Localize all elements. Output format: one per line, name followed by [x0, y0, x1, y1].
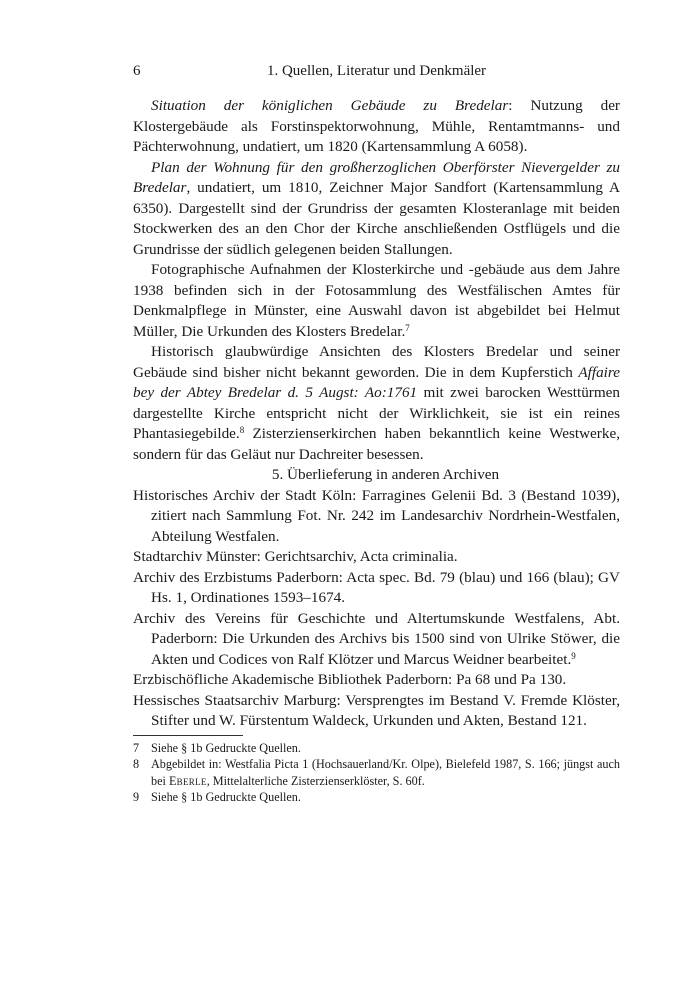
main-text — [133, 96, 620, 806]
page-number: 6 — [133, 63, 141, 79]
footnote-text-part: , Mittelalterliche Zisterzienserklöster, S. 60f. — [206, 773, 425, 788]
paragraph-text: mit zwei barocken Westtürmen dargestellte Kirche entspricht nicht der Wirklichkeit, sie ist ein reines Phantasiegebilde. — [133, 384, 620, 442]
footnote-text-part: Abgebildet in: Westfalia Picta 1 (Hochsauerland/Kr. Olpe), Bielefeld 1987, S. 166; jüngst auch bei — [151, 757, 620, 788]
archive-entry — [133, 609, 620, 671]
archive-entry: Archiv des Erzbistums Paderborn: Acta spec. Bd. 79 (blau) und 166 (blau); GV Hs. 1, Ordinationes 1593–1674. — [133, 568, 620, 606]
footnote-number: 7 — [133, 740, 140, 755]
map-title: Plan der Wohnung für den großherzoglichen Oberförster Nievergelder zu Bredelar — [133, 158, 620, 196]
paragraph-text: Historisch glaubwürdige Ansichten des Klosters Bredelar und seiner Gebäude sind bisher nicht bekannt geworden. Die in dem Kupferstich — [133, 343, 620, 381]
archive-entry: Stadtarchiv Münster: Gerichtsarchiv, Acta criminalia. — [133, 548, 458, 565]
footnote-text — [151, 756, 620, 789]
footnote-number: 9 — [133, 790, 140, 804]
map-title: Situation der königlichen Gebäude zu Bredelar — [151, 97, 509, 114]
footnote-ref[interactable]: 8 — [239, 425, 245, 435]
footnote-number: 8 — [133, 757, 140, 771]
footnote-divider — [133, 735, 243, 736]
footnote — [133, 756, 620, 789]
archive-entry: Hessisches Staatsarchiv Marburg: Versprengtes im Bestand V. Fremde Klöster, Stifter und W. Fürstentum Waldeck, Urkunden und Akten, Bestand 121. — [133, 691, 620, 729]
footnote — [133, 789, 620, 806]
archive-entry-text: Archiv des Vereins für Geschichte und Altertumskunde Westfalens, Abt. Paderborn: Die Urkunden des Archivs bis 1500 sind von Ulrike Stöwer, die Akten und Codices von Ralf Klötzer und Marcus Weidner bearbeitet. — [133, 609, 620, 668]
footnote — [133, 740, 620, 757]
paragraph-text: , undatiert, um 1810, Zeichner Major Sandfort (Kartensammlung A 6350). Dargestellt sind der Grundriss der gesamten Klosteranlage mit beiden Stockwerken des an den Chor der Kirche anschließenden Ostflügels und die Grundrisse der südlich gelegenen beiden Stallungen. — [133, 179, 620, 258]
footnote-ref[interactable]: 9 — [571, 650, 576, 661]
paragraph-text: Fotographische Aufnahmen der Klosterkirche und -gebäude aus dem Jahre 1938 befinden sich in der Fotosammlung des Westfälischen Amtes für Denkmalpflege in Münster, eine Auswahl davon ist abgebildet bei Helmut Müller, Die Urkunden des Klosters Bredelar. — [133, 261, 620, 340]
running-title: 1. Quellen, Literatur und Denkmäler — [266, 63, 487, 79]
paragraph-text: : Nutzung der Klostergebäude als Forstinspektorwohnung, Mühle, Rentamtmanns- und Pächterwohnung, undatiert, um 1820 (Kartensammlung A 6058). — [133, 97, 620, 155]
paragraph-views — [133, 342, 620, 465]
archive-entry: Erzbischöfliche Akademische Bibliothek Paderborn: Pa 68 und Pa 130. — [133, 671, 567, 688]
engraving-title: Affaire bey der Abtey Bredelar d. 5 Augst: Ao:1761 — [133, 363, 620, 401]
author-name: Eberle — [168, 773, 207, 788]
running-header — [133, 63, 620, 83]
paragraph-situation-plan — [133, 96, 620, 158]
paragraph-apartment-plan — [133, 158, 620, 261]
footnote-ref[interactable]: 7 — [405, 322, 410, 333]
archive-entry: Historisches Archiv der Stadt Köln: Farragines Gelenii Bd. 3 (Bestand 1039), zitiert nach Sammlung Fot. Nr. 242 im Landesarchiv Nordrhein-Westfalen, Abteilung Westfalen. — [133, 486, 620, 545]
footnotes — [133, 740, 620, 806]
footnote-text: Siehe § 1b Gedruckte Quellen. — [151, 790, 301, 804]
archive-list — [133, 486, 620, 732]
paragraph-photographs — [133, 260, 620, 342]
section-heading: 5. Überlieferung in anderen Archiven — [271, 466, 500, 483]
paragraph-text: Zisterzienserkirchen haben bekanntlich keine Westwerke, sondern für das Geläut nur Dachreiter besessen. — [133, 425, 620, 463]
footnote-text: Siehe § 1b Gedruckte Quellen. — [151, 740, 301, 755]
